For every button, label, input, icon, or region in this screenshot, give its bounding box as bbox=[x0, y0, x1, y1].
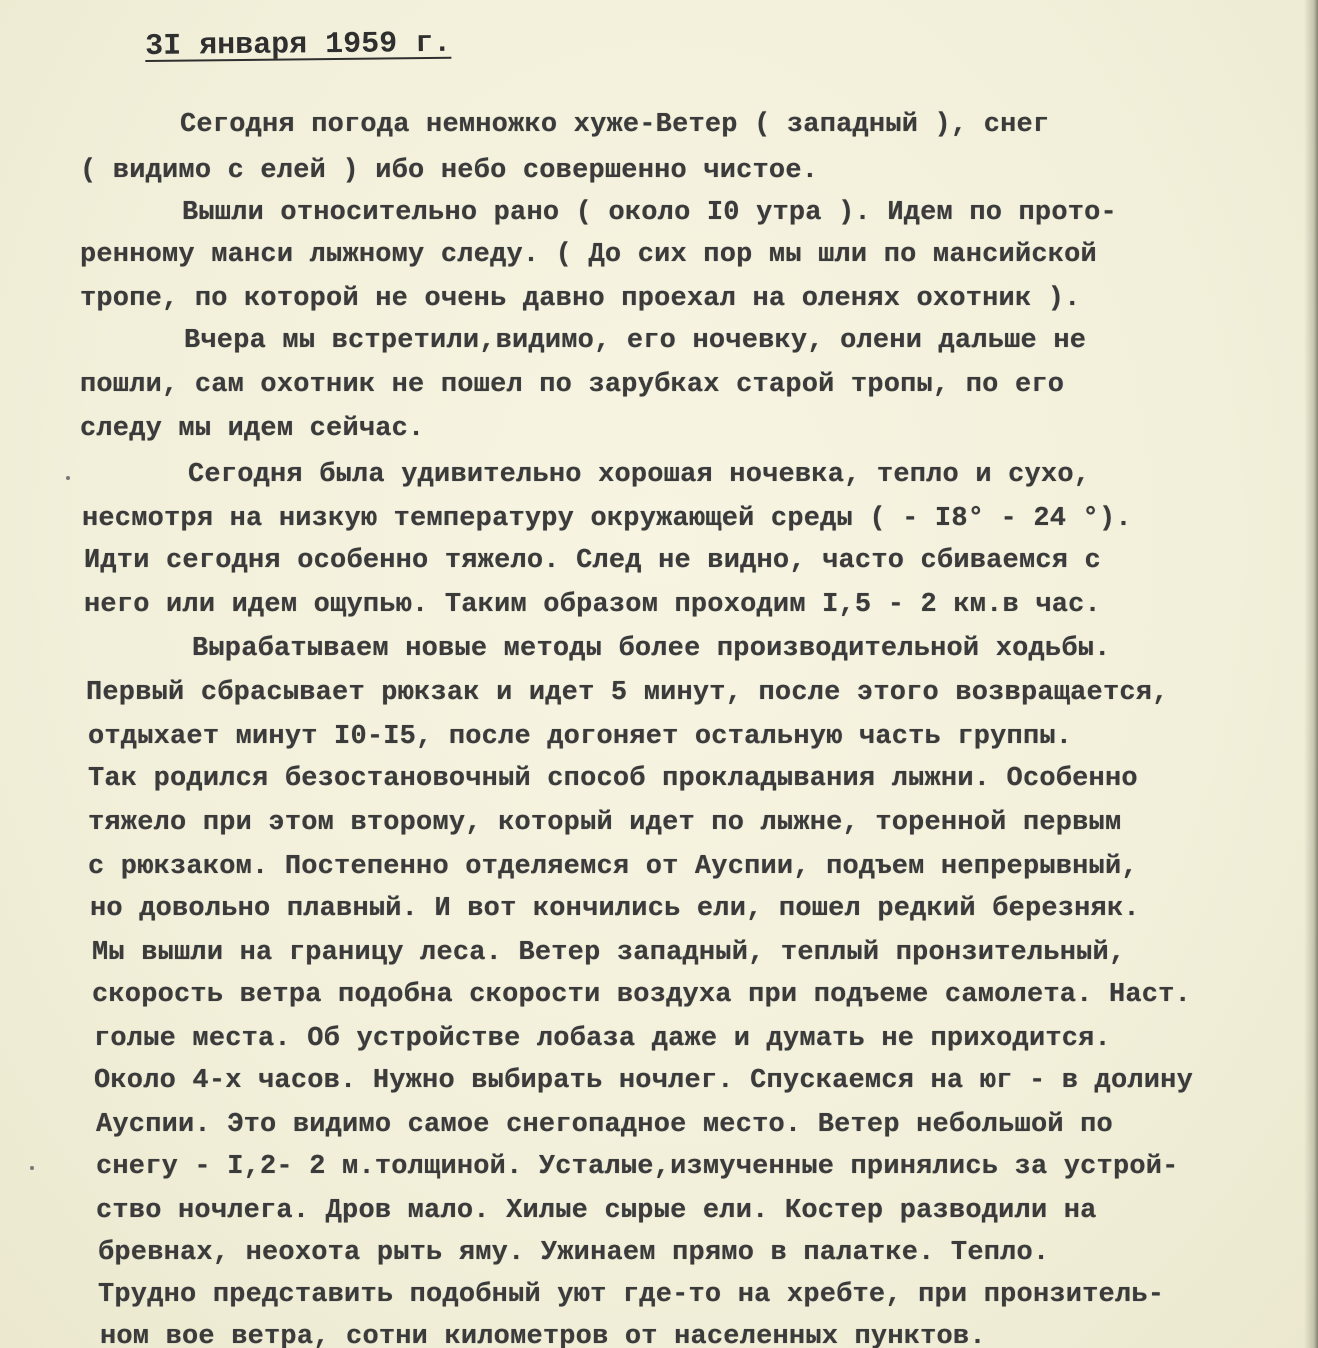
paper-speck bbox=[30, 1166, 34, 1170]
text-line: скорость ветра подобна скорости воздуха при подъеме самолета. Наст. bbox=[92, 980, 1191, 1010]
text-line: ство ночлега. Дров мало. Хилые сырые ели. Костер разводили на bbox=[96, 1196, 1097, 1226]
text-line: с рюкзаком. Постепенно отделяемся от Ауспии, подъем непрерывный, bbox=[88, 852, 1138, 882]
paper-speck bbox=[66, 476, 70, 480]
text-line: Сегодня погода немножко хуже-Ветер ( западный ), снег bbox=[180, 110, 1050, 140]
text-line: Вышли относительно рано ( около I0 утра ). Идем по прото- bbox=[182, 198, 1117, 228]
page-title: 3I января 1959 г. bbox=[145, 26, 452, 64]
text-line: но довольно плавный. И вот кончились ели, пошел редкий березняк. bbox=[90, 894, 1140, 924]
text-line: несмотря на низкую температуру окружающей среды ( - I8° - 24 °). bbox=[82, 504, 1132, 534]
text-line: бревнах, неохота рыть яму. Ужинаем прямо в палатке. Тепло. bbox=[98, 1238, 1050, 1268]
text-line: ном вое ветра, сотни километров от населенных пунктов. bbox=[100, 1322, 986, 1348]
text-line: следу мы идем сейчас. bbox=[80, 414, 425, 444]
text-line: Вчера мы встретили,видимо, его ночевку, олени дальше не bbox=[184, 326, 1087, 356]
text-line: ренному манси лыжному следу. ( До сих пор мы шли по мансийской bbox=[80, 240, 1097, 270]
text-line: Так родился безостановочный способ прокладывания лыжни. Особенно bbox=[88, 764, 1138, 794]
text-line: него или идем ощупью. Таким образом проходим I,5 - 2 км.в час. bbox=[84, 590, 1101, 620]
text-line: тяжело при этом второму, который идет по лыжне, торенной первым bbox=[88, 808, 1122, 838]
page-edge-shadow bbox=[1304, 0, 1318, 1348]
text-line: тропе, по которой не очень давно проехал на оленях охотник ). bbox=[80, 284, 1081, 314]
text-line: пошли, сам охотник не пошел по зарубках старой тропы, по его bbox=[80, 370, 1065, 400]
text-line: Трудно представить подобный уют где-то на хребте, при пронзитель- bbox=[98, 1280, 1165, 1310]
text-line: голые места. Об устройстве лобаза даже и думать не приходится. bbox=[94, 1024, 1111, 1054]
text-line: Первый сбрасывает рюкзак и идет 5 минут, после этого возвращается, bbox=[86, 678, 1169, 708]
text-line: Сегодня была удивительно хорошая ночевка, тепло и сухо, bbox=[188, 460, 1091, 490]
text-line: Идти сегодня особенно тяжело. След не видно, часто сбиваемся с bbox=[84, 546, 1101, 576]
text-line: Около 4-х часов. Нужно выбирать ночлег. Спускаемся на юг - в долину bbox=[94, 1066, 1193, 1096]
text-line: ( видимо с елей ) ибо небо совершенно чистое. bbox=[80, 156, 819, 186]
text-line: Мы вышли на границу леса. Ветер западный, теплый пронзительный, bbox=[92, 938, 1126, 968]
text-line: снегу - I,2- 2 м.толщиной. Усталые,измученные принялись за устрой- bbox=[96, 1152, 1179, 1182]
text-line: Вырабатываем новые методы более производительной ходьбы. bbox=[192, 634, 1111, 664]
text-line: отдыхает минут I0-I5, после догоняет остальную часть группы. bbox=[88, 722, 1073, 752]
text-line: Ауспии. Это видимо самое снегопадное место. Ветер небольшой по bbox=[96, 1110, 1113, 1140]
